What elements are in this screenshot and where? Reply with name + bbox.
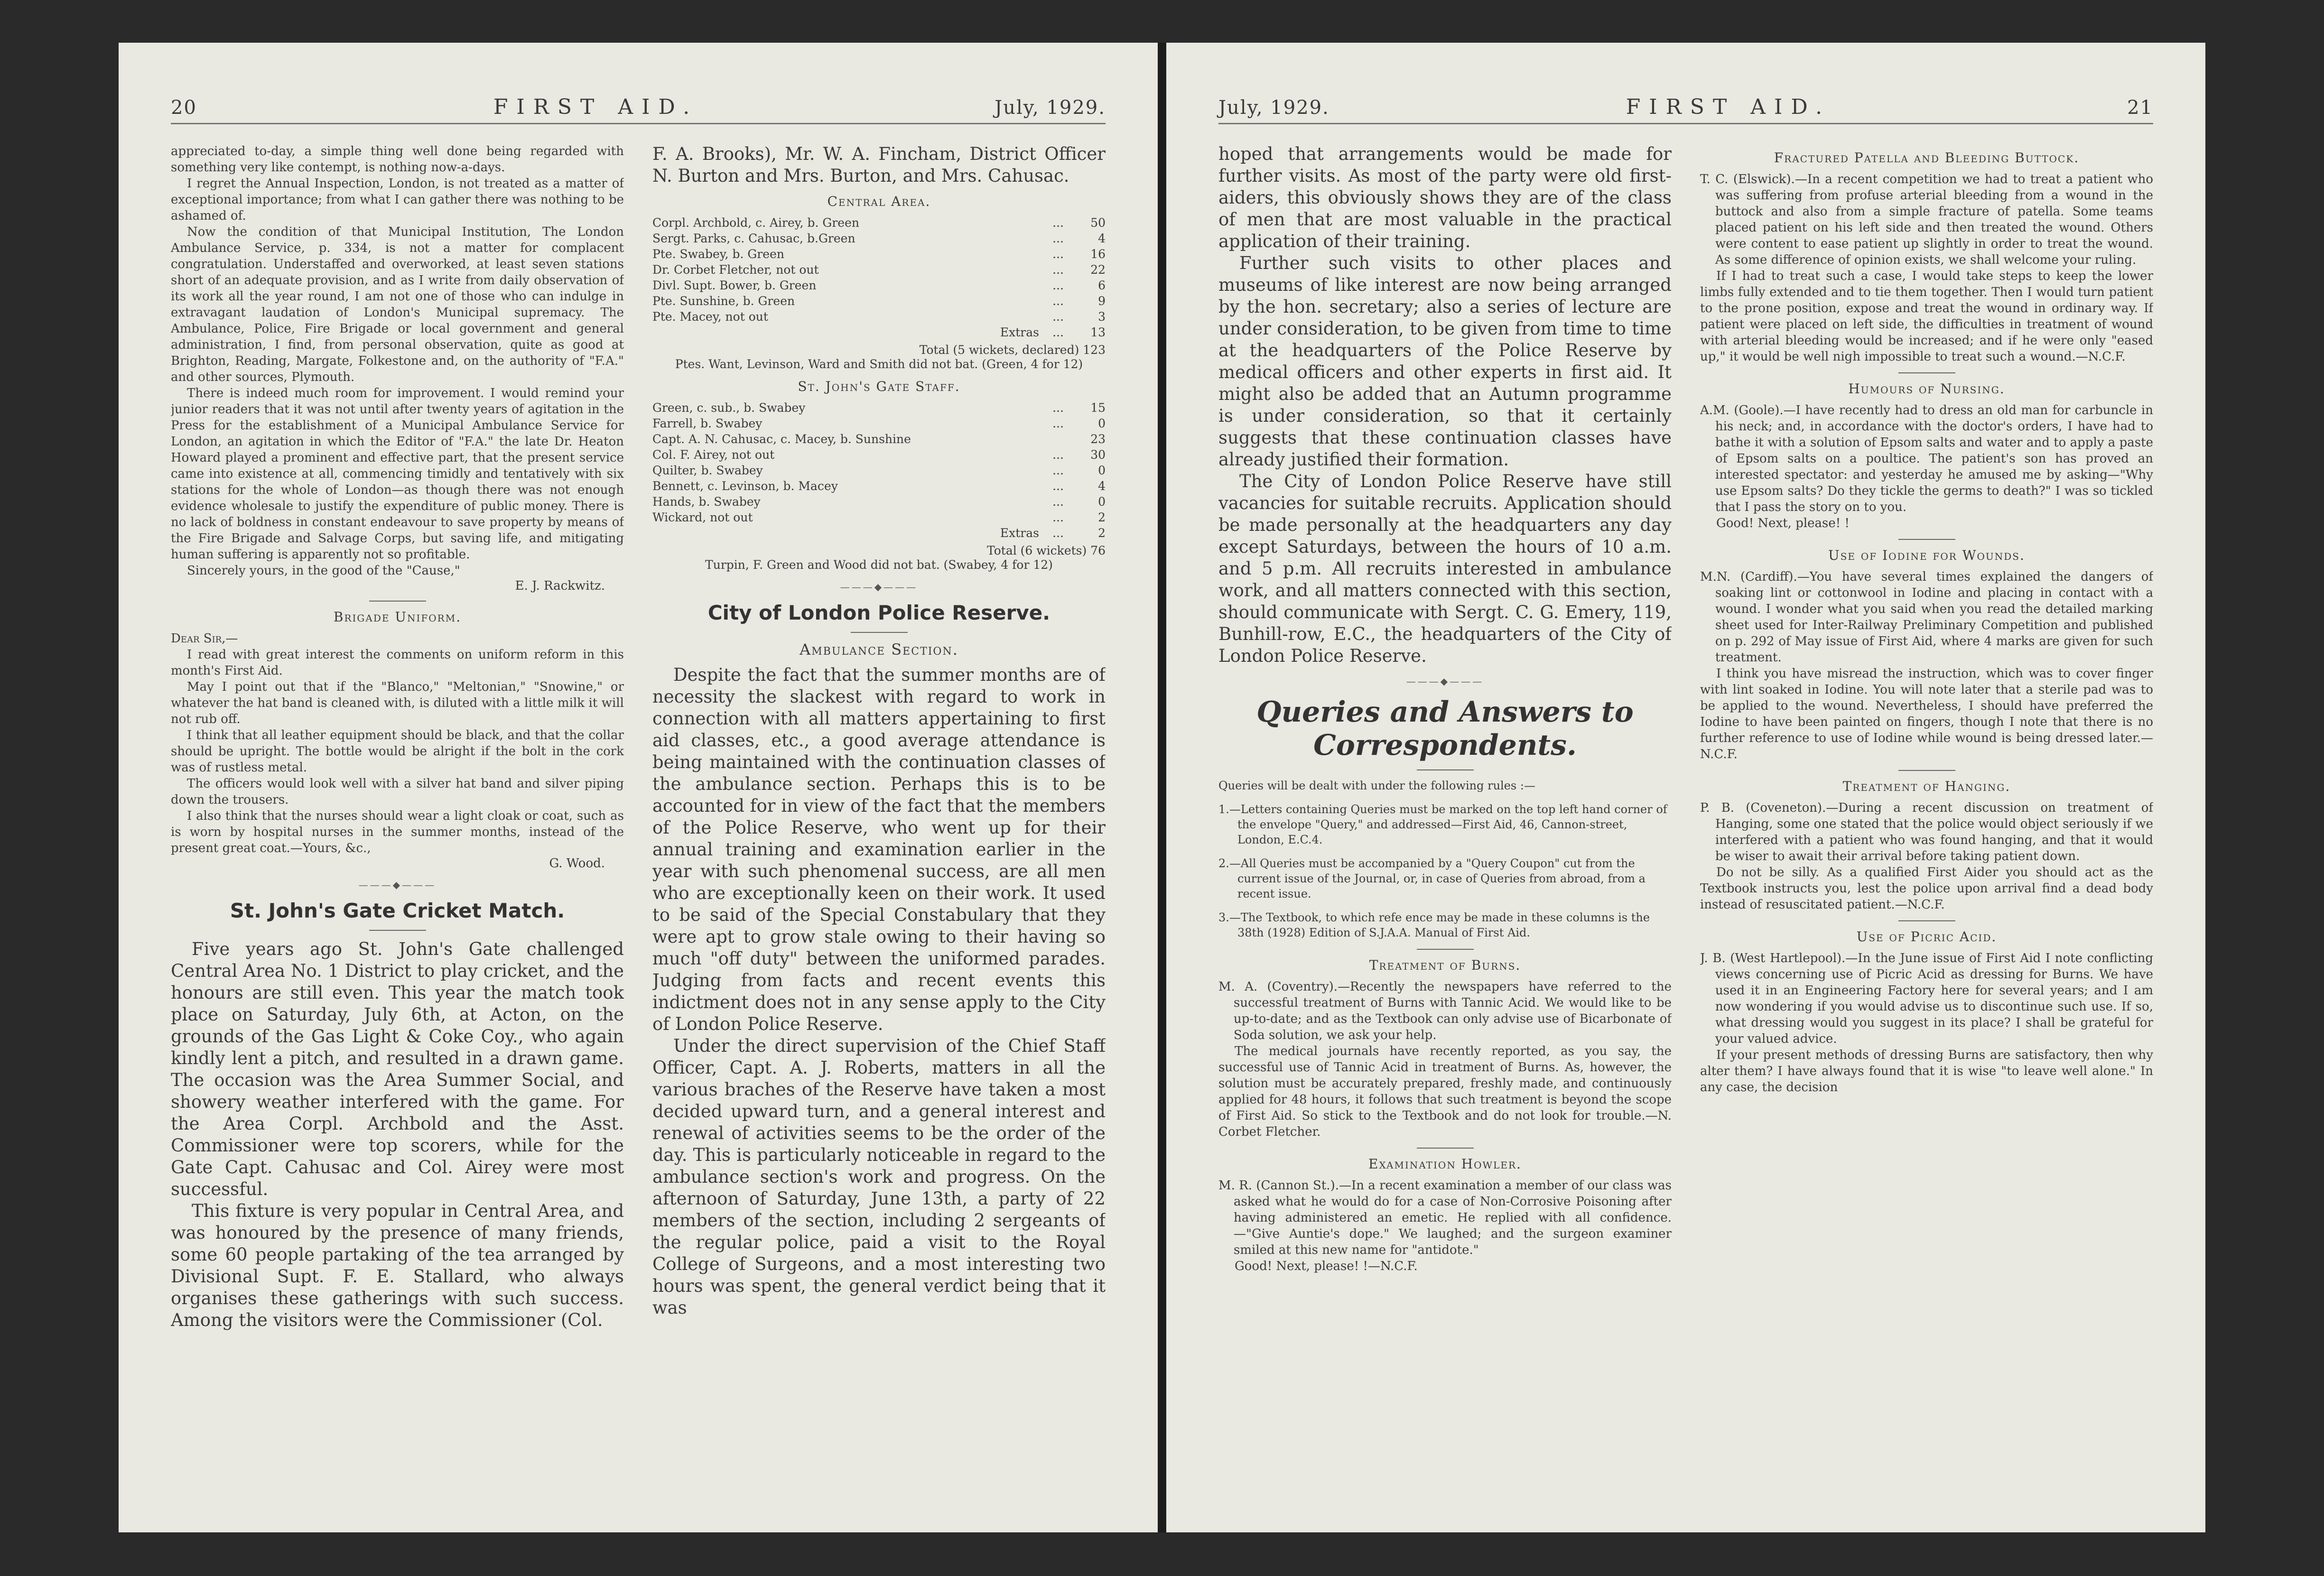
divider [1898,920,1955,921]
scorecard-runs: 22 [1090,263,1106,277]
gate-staff-heading: St. John's Gate Staff. [798,379,960,394]
answer-text: Good! Next, please! ! [1716,516,1850,530]
scorecard-dots: ... [1052,479,1064,493]
scorecard-row [652,510,1106,525]
scorecard-runs: 50 [1090,216,1106,230]
scorecard-name: Green, c. sub., b. Swabey [652,401,806,415]
query-rule: 2.—All Queries must be accompanied by a "Query Coupon" cut from the current issue of the Journal, or, in case of Queries from abroad, from a recent issue. [1218,857,1645,900]
gate-staff-total: Total (6 wickets) 76 [986,544,1106,557]
scorecard-name: Quilter, b. Swabey [652,464,763,477]
scorecard-runs: 15 [1090,401,1106,415]
paragraph: I think that all leather equipment should be black, and that the collar should be upright. The bottle would be alright if the bolt in the cork was of rustless metal. [171,728,624,775]
iodine-query [1700,569,2153,762]
right-page [1166,43,2205,1532]
brigade-uniform-heading: Brigade Uniform. [333,609,462,625]
paragraph: May I point out that if the "Blanco," "Meltonian," "Snowine," or whatever the hat band is cleaned with, is diluted with a little milk it will not rub off. [171,680,624,726]
answer-text: Good! Next, please! !—N.C.F. [1235,1259,1418,1273]
running-head-right [1218,95,2153,124]
answer-text: If your present methods of dressing Burns are satisfactory, then why alter them? I have always found that it is wise "to leave well alone." In any case, the decision [1700,1048,2153,1094]
divider [369,930,426,931]
queries-intro: Queries will be dealt with under the following rules :— [1218,779,1535,792]
nursing-heading: Humours of Nursing. [1848,381,2005,397]
answer-text: I think you have misread the instruction, which was to cover finger with lint soaked in Iodine. You will note later that a sterile pad was to be applied to the wound. Nevertheless, I should have preferred the Iodine to have been painted on fingers, though I note that there is no further reference to use of Iodine while wound is being dressed later.—N.C.F. [1700,667,2153,761]
ornament-divider: ———◆——— [358,879,437,890]
scorecard-row [652,525,1106,541]
page-number: 20 [171,97,197,119]
scorecard-name: Extras [1000,325,1039,339]
paragraph: I read with great interest the comments on uniform reform in this month's First Aid. [171,648,624,678]
scorecard-dots: ... [1052,263,1064,277]
scorecard-runs: 30 [1090,448,1106,462]
scorecard-runs: 2 [1098,526,1106,540]
paragraph: I regret the Annual Inspection, London, is not treated as a matter of exceptional importance; from what I can gather there was nothing to be ashamed of. [171,176,624,223]
hanging-heading: Treatment of Hanging. [1842,779,2011,794]
paragraph: I also think that the nurses should wear a light cloak or coat, such as is worn by hospital nurses in the summer months, instead of the present great coat.—Yours, &c., [171,809,624,855]
divider [1898,372,1955,373]
scorecard-name: Dr. Corbet Fletcher, not out [652,263,819,277]
scorecard-runs: 13 [1090,325,1106,339]
divider [369,601,426,602]
scorecard-row [652,324,1106,340]
paragraph: F. A. Brooks), Mr. W. A. Fincham, District Officer N. Burton and Mrs. Burton, and Mrs. Cahusac. [652,144,1106,186]
scorecard-runs: 3 [1098,310,1106,324]
scorecard-name: Farrell, b. Swabey [652,417,762,430]
cricket-match-title: St. John's Gate Cricket Match. [230,899,565,922]
gate-staff-scorecard [652,400,1106,541]
scorecard-dots: ... [1052,232,1064,245]
query-text: P. B. (Coveneton).—During a recent discussion on treatment of Hanging, some one stated that the police would object seriously if we interfered with a patient who was found hanging, and that it would be wiser to await their arrival before taking patient down. [1700,801,2153,863]
scorecard-dots: ... [1052,448,1064,462]
query-rule: 1.—Letters containing Queries must be marked on the top left hand corner of the envelope "Query," and addressed—First Aid, 46, Cannon-street, London, E.C.4. [1218,803,1667,846]
ornament-divider: ———◆——— [840,581,918,593]
central-area-note: Ptes. Want, Levinson, Ward and Smith did not bat. (Green, 4 for 12) [675,357,1083,371]
scorecard-runs: 16 [1090,247,1106,261]
paragraph: Despite the fact that the summer months are of necessity the slackest with regard to work in connection with all matters appertaining to first aid classes, etc., a good average attendance is being maintained with the continuation classes of the ambulance section. Perhaps this is to be accounted for in view of the fact that the members of the Police Reserve, who went up for their annual training and examination earlier in the year with such phenomenal success, are all men who are exceptionally keen on their work. It used to be said of the Special Constabulary that they were apt to grow stale owing to their having so much "off duty" between the uniformed parades. Judging from facts and recent events this indictment does not in any sense apply to the City of London Police Reserve. [652,665,1106,1034]
paragraph: This fixture is very popular in Central Area, and was honoured by the presence of many friends, some 60 people partaking of the tea arranged by Divisional Supt. F. E. Stallard, who always organises these gatherings with such success. Among the visitors were the Commissioner (Col. [171,1201,624,1330]
answer-text: Do not be silly. As a qualified First Aider you should act as the Textbook instructs you, lest the police upon arrival find a dead body instead of resuscitated patient.—N.C.F. [1700,865,2153,912]
divider [1417,1148,1474,1149]
running-head-left [171,95,1106,124]
scorecard-name: Col. F. Airey, not out [652,448,775,462]
scorecard-row [652,278,1106,293]
paragraph: Sincerely yours, in the good of the "Cause," [187,564,460,578]
scorecard-row [652,400,1106,416]
letter-body [171,143,624,579]
scorecard-runs: 0 [1098,417,1106,430]
scorecard-row [652,246,1106,262]
query-text: T. C. (Elswick).—In a recent competition we had to treat a patient who was suffering from profuse arterial bleeding from a wound in the buttock and also from a simple fracture of patella. Some teams placed patient on his left side and then treated the wound. Others were content to ease patient up slightly in order to treat the wound. As some difference of opinion exists, we shall welcome your ruling. [1700,172,2153,267]
police-reserve-continued [1218,143,1672,667]
scorecard-row [652,463,1106,478]
ambulance-section-heading: Ambulance Section. [799,640,958,658]
paragraph: The City of London Police Reserve have still vacancies for suitable recruits. Application should be made personally at the headquarters any day except Saturdays, between the hours of 10 a.m. and 5 p.m. All recruits interested in ambulance work, and all matters connected with this section, should communicate with Sergt. C. G. Emery, 119, Bunhill-row, E.C., the headquarters of the City of London Police Reserve. [1218,471,1672,666]
query-text: M.N. (Cardiff).—You have several times explained the dangers of soaking lint or cottonwool in Iodine and placing in contact with a wound. I wonder what you said when you read the detailed marking sheet used for Inter-Railway Preliminary Competition and published on p. 292 of May issue of First Aid, where 4 marks are given for such treatment. [1700,570,2153,665]
answer-text: The medical journals have recently reported, as you say, the successful use of Tannic Acid in treatment of Burns. As, however, the solution must be accurately prepared, freshly made, and continuously applied for 48 hours, it follows that such treatment is beyond the scope of First Aid. So stick to the Textbook and do not look for trouble.—N. Corbet Fletcher. [1218,1044,1672,1139]
howler-query [1218,1177,1672,1274]
paragraph: Now the condition of that Municipal Institution, The London Ambulance Service, p. 334, is not a matter for complacent congratulation. Understaffed and overworked, at least seven stations short of an adequate provision, and as I write from daily observation of its work all the year round, I am not one of those who can indulge in extravagant laudation of London's Municipal supremacy. The Ambulance, Police, Fire Brigade or local government and general administration, I find, from personal observation, quite as good at Brighton, Reading, Margate, Folkestone and, on the authority of "F.A." and other sources, Plymouth. [171,225,624,384]
picric-heading: Use of Picric Acid. [1856,929,1997,945]
scorecard-row [652,416,1106,431]
paragraph: hoped that arrangements would be made for further visits. As most of the party were old first-aiders, this obviously shows they are of the class of men that are most valuable in the practical application of their training. [1218,144,1672,251]
issue-date: July, 1929. [995,97,1106,119]
divider [1417,949,1474,950]
police-reserve-article [652,664,1106,1319]
left-column-2 [652,143,1106,1519]
scorecard-runs: 0 [1098,464,1106,477]
divider [1417,769,1474,770]
scorecard-row [652,478,1106,494]
paragraph: The officers would look well with a silver hat band and silver piping down the trousers. [171,777,624,807]
scorecard-row [652,309,1106,324]
query-text: J. B. (West Hartlepool).—In the June issue of First Aid I note conflicting views concerning use of Picric Acid as dressing for Burns. We have used it in an Engineering Factory here for several years; and I am now wondering if you would advise us to discontinue such use. If so, what dressing would you suggest in its place? I shall be grateful for your valued advice. [1700,951,2153,1046]
scorecard-dots: ... [1052,464,1064,477]
nursing-query [1700,402,2153,531]
scorecard-dots: ... [1052,510,1064,524]
scorecard-dots: ... [1052,417,1064,430]
scorecard-name: Divl. Supt. Bower, b. Green [652,278,817,292]
scorecard-row [652,447,1106,463]
gate-staff-note: Turpin, F. Green and Wood did not bat. (Swabey, 4 for 12) [705,558,1053,572]
scorecard-name: Capt. A. N. Cahusac, c. Macey, b. Sunshine [652,432,911,446]
scorecard-runs: 23 [1090,432,1106,446]
scorecard-dots: ... [1052,495,1064,509]
scorecard-name: Hands, b. Swabey [652,495,761,509]
divider [851,632,908,633]
scorecard-dots: ... [1052,310,1064,324]
iodine-heading: Use of Iodine for Wounds. [1828,547,2025,563]
police-reserve-title: City of London Police Reserve. [707,601,1050,624]
scorecard-dots: ... [1052,294,1064,308]
journal-title: FIRST AID. [493,95,698,119]
right-column-2 [1700,143,2153,1519]
divider [1898,539,1955,540]
scorecard-runs: 0 [1098,495,1106,509]
paragraph: There is indeed much room for improvement. I would remind your junior readers that it was not until after twenty years of agitation in the Press for the establishment of a Municipal Ambulance Service for London, an agitation in which the Editor of "F.A." the late Dr. Heaton Howard played a prominent and effective part, that the present service came into existence at all, commencing timidly and tentatively with six stations for the whole of London—as though there was not enough evidence wholesale to justify the expenditure of public money. There is no lack of boldness in constant endeavour to save property by means of the Fire Brigade and Salvage Corps, but saving life, and mitigating human suffering is apparently not so profitable. [171,386,624,562]
letter-signature: E. J. Rackwitz. [515,579,605,593]
brigade-letter [171,630,624,856]
scorecard-name: Pte. Swabey, b. Green [652,247,784,261]
scorecard-dots: ... [1052,247,1064,261]
scorecard-row [652,215,1106,231]
scorecard-name: Sergt. Parks, c. Cahusac, b.Green [652,232,855,245]
scorecard-runs: 2 [1098,510,1106,524]
answer-text: If I had to treat such a case, I would take steps to keep the lower limbs fully extended and to tie them together. Then I would turn patient to the prone position, expose and treat the wound in ordinary way. If patient were placed on left side, the difficulties in treatment of wound with arterial bleeding would be increased; and if he were only "eased up," it would be well nigh impossible to treat such a wound.—N.C.F. [1700,269,2153,364]
patella-heading: Fractured Patella and Bleeding Buttock. [1774,150,2080,166]
scorecard-row [652,231,1106,246]
scorecard-row [652,494,1106,510]
issue-date: July, 1929. [1218,97,1329,119]
howler-heading: Examination Howler. [1368,1156,1522,1172]
central-area-total: Total (5 wickets, declared) 123 [919,343,1106,357]
query-text: M. R. (Cannon St.).—In a recent examination a member of our class was asked what he would do for a case of Non-Corrosive Poisoning after having administered an emetic. He replied with all confidence.—"Give Auntie's dope." We laughed; and the surgeon examiner smiled at this new name for "antidote." [1218,1178,1672,1257]
left-column-1 [171,143,624,1519]
scorecard-row [652,262,1106,278]
scorecard-row [652,431,1106,447]
scorecard-runs: 6 [1098,278,1106,292]
query-text: M. A. (Coventry).—Recently the newspapers have referred to the successful treatment of Burns with Tannic Acid. We would like to be up-to-date; and as the Textbook can only advise use of Bicarbonate of Soda solution, we ask your help. [1218,980,1672,1042]
scorecard-row [652,293,1106,309]
scorecard-dots: ... [1052,216,1064,230]
scorecard-name: Pte. Sunshine, b. Green [652,294,795,308]
query-rule: 3.—The Textbook, to which refe ence may be made in these columns is the 38th (1928) Edition of S.J.A.A. Manual of First Aid. [1218,911,1650,939]
central-area-heading: Central Area. [827,194,931,209]
cricket-continued [652,143,1106,187]
hanging-query [1700,800,2153,913]
paragraph: Five years ago St. John's Gate challenged Central Area No. 1 District to play cricket, and the honours are still even. This year the match took place on Saturday, July 6th, at Acton, on the grounds of the Gas Light & Coke Coy., who again kindly lent a pitch, and resulted in a drawn game. The occasion was the Area Summer Social, and showery weather interfered with the game. For the Area Corpl. Archbold and the Asst. Commissioner were top scorers, while for the Gate Capt. Cahusac and Col. Airey were most successful. [171,939,624,1199]
divider [1898,770,1955,771]
scorecard-name: Corpl. Archbold, c. Airey, b. Green [652,216,859,230]
salutation: Dear Sir,— [171,631,238,646]
burns-heading: Treatment of Burns. [1369,957,1521,973]
scorecard-dots: ... [1052,526,1064,540]
scorecard-runs: 4 [1098,479,1106,493]
scorecard-dots: ... [1052,325,1064,339]
paragraph: appreciated to-day, a simple thing well done being regarded with something very like contempt, is nothing now-a-days. [171,144,624,175]
scorecard-name: Pte. Macey, not out [652,310,768,324]
query-text: A.M. (Goole).—I have recently had to dress an old man for carbuncle in his neck; and, in accordance with the doctor's orders, I have had to bathe it with a solution of Epsom salts and water and to apply a paste of Epsom salts on a poultice. The patient's son has proved an interested spectator: and yesterday he amused me by asking—"Why use Epsom salts? Do they tickle the germs to death?" I was so tickled that I pass the story on to you. [1700,403,2153,514]
journal-title: FIRST AID. [1626,95,1831,119]
picric-query [1700,950,2153,1095]
patella-query [1700,171,2153,365]
scorecard-dots: ... [1052,278,1064,292]
paragraph: Further such visits to other places and museums of like interest are now being arranged by the hon. secretary; also a series of lecture are under consideration, to be given from time to time at the headquarters of the Police Reserve by medical officers and other experts in first aid. It might also be added that an Autumn programme is under consideration, so that it certainly suggests that these continuation classes have already justified their formation. [1218,253,1672,470]
ornament-divider: ———◆——— [1406,676,1484,687]
central-area-scorecard [652,215,1106,340]
queries-answers-title: Queries and Answers to Correspondents. [1256,695,1634,762]
burns-query [1218,979,1672,1140]
brigade-signature: G. Wood. [549,856,605,871]
scorecard-dots: ... [1052,401,1064,415]
scorecard-dots [1039,431,1077,447]
scorecard-name: Wickard, not out [652,510,753,524]
page-number: 21 [2127,97,2153,119]
paragraph: Under the direct supervision of the Chief Staff Officer, Capt. A. J. Roberts, matters in all the various braches of the Reserve have taken a most decided upward turn, and a general interest and renewal of activities seems to be the order of the day. This is particularly noticeable in regard to the ambulance section's work and progress. On the afternoon of Saturday, June 13th, a party of 22 members of the section, including 2 sergeants of the regular police, paid a visit to the Royal College of Surgeons, and a most interesting two hours was spent, the general verdict being that it was [652,1036,1106,1318]
scorecard-runs: 9 [1098,294,1106,308]
scorecard-runs: 4 [1098,232,1106,245]
scorecard-name: Extras [1000,526,1039,540]
left-page [119,43,1158,1532]
cricket-article [171,938,624,1331]
scorecard-name: Bennett, c. Levinson, b. Macey [652,479,838,493]
right-column-1 [1218,143,1672,1519]
